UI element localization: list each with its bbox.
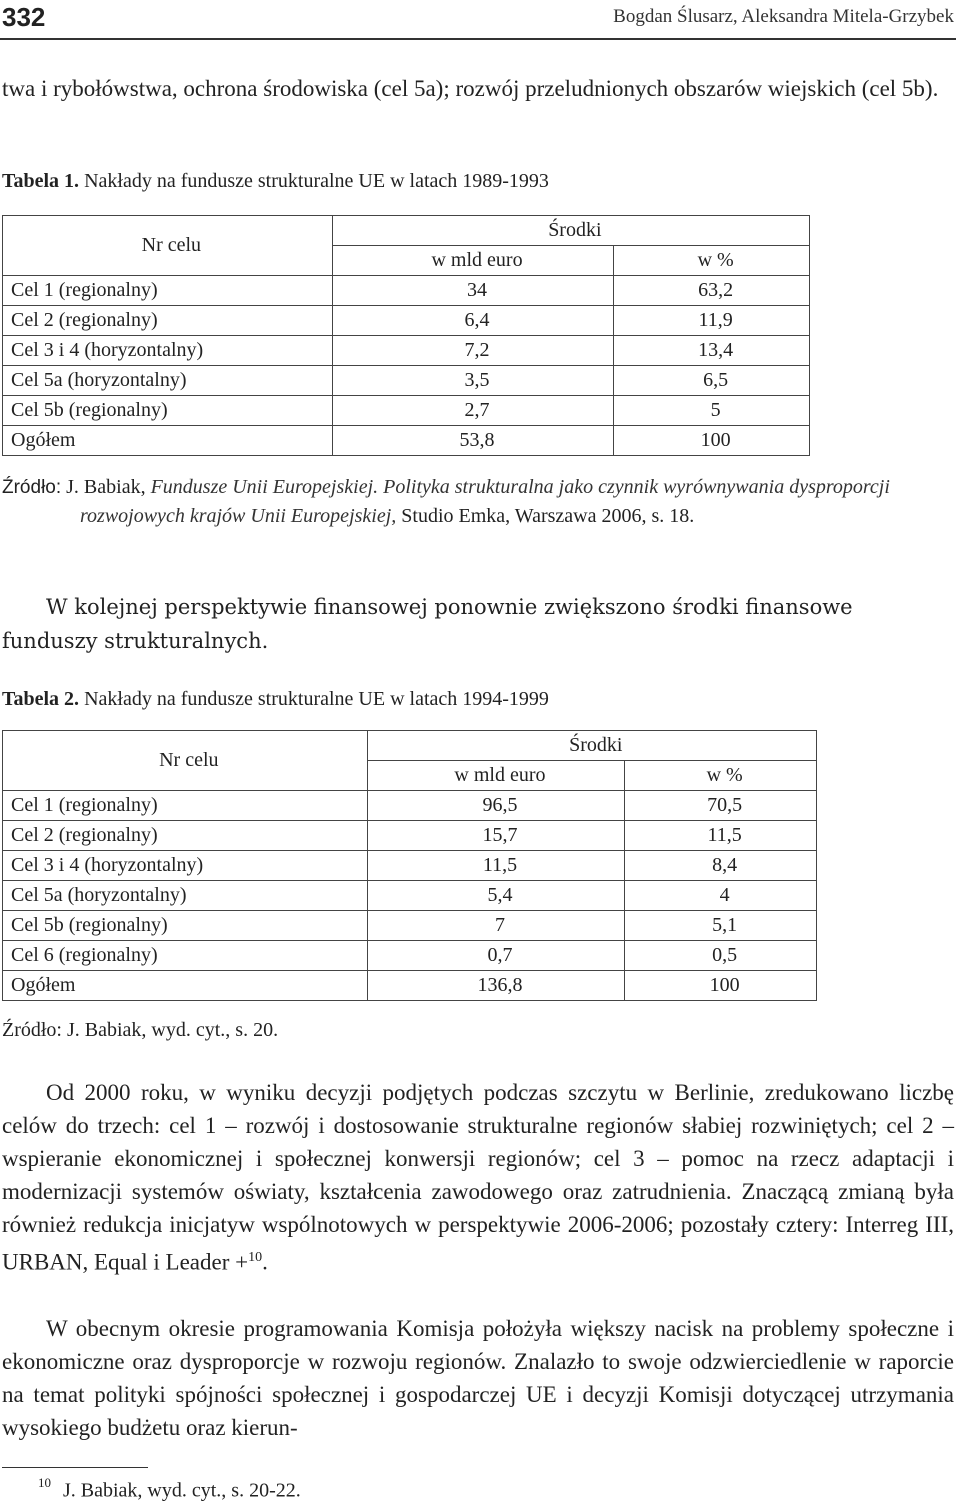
table-cell-percent: 70,5	[625, 791, 817, 821]
table-cell-percent: 100	[625, 971, 817, 1001]
table-cell-amount: 11,5	[367, 851, 625, 881]
table-cell-percent: 8,4	[625, 851, 817, 881]
footnote-number: 10	[38, 1475, 51, 1490]
table-cell-goal: Cel 5b (regionalny)	[3, 396, 333, 426]
table-cell-percent: 0,5	[625, 941, 817, 971]
table-cell-amount: 3,5	[332, 366, 614, 396]
body-paragraph-1-text: Od 2000 roku, w wyniku decyzji podjętych podczas szczytu w Berlinie, zredukowano liczbę celów do trzech: cel 1 – rozwój i dostosowanie strukturalne regionów słabiej rozwiniętych; cel 2 – wspieranie ekonomicznej i społecznej konwersji regionów; cel 3 – pomoc na rzecz adaptacji i modernizacji systemów oświaty, kształcenia zawodowego oraz zatrudnienia. Znaczącą zmianą była również redukcja inicjatyw wspólnotowych w perspektywie 2006-2006; pozostały cztery: Interreg III, URBAN, Equal i Leader +	[2, 1080, 954, 1275]
table-cell-amount: 7	[367, 911, 625, 941]
table2	[2, 730, 817, 1001]
table-cell-percent: 5	[614, 396, 810, 426]
table-row	[3, 396, 810, 426]
table1-header-goal: Nr celu	[3, 216, 333, 276]
table1-body	[3, 276, 810, 456]
table-cell-amount: 0,7	[367, 941, 625, 971]
table-row	[3, 851, 817, 881]
table1-title: Nakłady na fundusze strukturalne UE w latach 1989-1993	[84, 170, 549, 192]
table2-source: Źródło: J. Babiak, wyd. cyt., s. 20.	[2, 1019, 279, 1041]
table1-caption	[2, 170, 549, 193]
table-cell-goal: Ogółem	[3, 971, 368, 1001]
body-paragraph-1	[2, 1076, 954, 1279]
table2-caption	[2, 688, 549, 711]
table1-source-title: Fundusze Unii Europejskiej. Polityka strukturalna jako czynnik wyrównywania dysproporcji rozwojowych krajów Unii Europejskiej,	[80, 476, 890, 527]
table-cell-amount: 53,8	[332, 426, 614, 456]
table-row	[3, 971, 817, 1001]
table-row	[3, 306, 810, 336]
table-row	[3, 366, 810, 396]
table-cell-amount: 2,7	[332, 396, 614, 426]
running-header	[0, 0, 956, 40]
table-cell-percent: 6,5	[614, 366, 810, 396]
table1-source-author: J. Babiak,	[66, 476, 146, 498]
body-paragraph-2: W obecnym okresie programowania Komisja położyła większy nacisk na problemy społeczne i ekonomiczne oraz dysproporcje w rozwoju regionów. Znalazło to swoje odzwierciedlenie w raporcie na temat polityki spójności społecznej i gospodarczej UE i decyzji Komisji dotyczącej utrzymania wysokiego budżetu oraz kierun-	[2, 1316, 954, 1440]
middle-paragraph: W kolejnej perspektywie finansowej ponownie zwiększono środki finansowe funduszy strukturalnych.	[2, 595, 853, 653]
table-cell-goal: Cel 5a (horyzontalny)	[3, 881, 368, 911]
table1-source	[2, 473, 890, 530]
table1	[2, 215, 810, 456]
table2-body	[3, 791, 817, 1001]
table-row	[3, 791, 817, 821]
table-cell-percent: 5,1	[625, 911, 817, 941]
footnote-text: J. Babiak, wyd. cyt., s. 20-22.	[63, 1479, 301, 1502]
table-cell-goal: Cel 2 (regionalny)	[3, 306, 333, 336]
footnote-divider	[2, 1467, 148, 1468]
footnote-reference[interactable]: 10	[248, 1250, 263, 1265]
table-cell-amount: 7,2	[332, 336, 614, 366]
table-row	[3, 821, 817, 851]
table-row	[3, 276, 810, 306]
table2-header-group: Środki	[367, 731, 816, 761]
table-cell-percent: 4	[625, 881, 817, 911]
table-cell-amount: 34	[332, 276, 614, 306]
table-cell-goal: Ogółem	[3, 426, 333, 456]
table-cell-percent: 63,2	[614, 276, 810, 306]
table-cell-amount: 136,8	[367, 971, 625, 1001]
table-cell-amount: 6,4	[332, 306, 614, 336]
footnote	[38, 1477, 301, 1503]
table2-title: Nakłady na fundusze strukturalne UE w latach 1994-1999	[84, 688, 549, 710]
table-cell-amount: 5,4	[367, 881, 625, 911]
body-paragraph-1-end: .	[262, 1249, 268, 1275]
table2-label: Tabela 2.	[2, 688, 80, 710]
table-cell-percent: 100	[614, 426, 810, 456]
table-row	[3, 881, 817, 911]
table-row	[3, 941, 817, 971]
page-number: 332	[2, 2, 46, 32]
table-cell-percent: 11,9	[614, 306, 810, 336]
table-cell-goal: Cel 6 (regionalny)	[3, 941, 368, 971]
table-cell-goal: Cel 3 i 4 (horyzontalny)	[3, 851, 368, 881]
running-header-authors: Bogdan Ślusarz, Aleksandra Mitela-Grzybek	[613, 6, 954, 27]
table-cell-amount: 15,7	[367, 821, 625, 851]
table1-header-percent: w %	[614, 246, 810, 276]
table-cell-amount: 96,5	[367, 791, 625, 821]
table1-header-amount: w mld euro	[332, 246, 614, 276]
table2-header-amount: w mld euro	[367, 761, 625, 791]
table-cell-goal: Cel 5a (horyzontalny)	[3, 366, 333, 396]
table1-source-publisher: Studio Emka, Warszawa 2006, s. 18.	[401, 505, 695, 527]
table1-source-label: Źródło:	[2, 477, 62, 498]
table1-label: Tabela 1.	[2, 170, 80, 192]
table-cell-percent: 11,5	[625, 821, 817, 851]
table-row	[3, 426, 810, 456]
table-cell-percent: 13,4	[614, 336, 810, 366]
table1-header-group: Środki	[332, 216, 809, 246]
table2-header-percent: w %	[625, 761, 817, 791]
table-cell-goal: Cel 2 (regionalny)	[3, 821, 368, 851]
intro-paragraph: twa i rybołówstwa, ochrona środowiska (cel 5a); rozwój przeludnionych obszarów wiejskich (cel 5b).	[2, 76, 939, 101]
table-cell-goal: Cel 1 (regionalny)	[3, 791, 368, 821]
table-cell-goal: Cel 1 (regionalny)	[3, 276, 333, 306]
table-cell-goal: Cel 3 i 4 (horyzontalny)	[3, 336, 333, 366]
table-row	[3, 911, 817, 941]
table-cell-goal: Cel 5b (regionalny)	[3, 911, 368, 941]
table-row	[3, 336, 810, 366]
table2-header-goal: Nr celu	[3, 731, 368, 791]
